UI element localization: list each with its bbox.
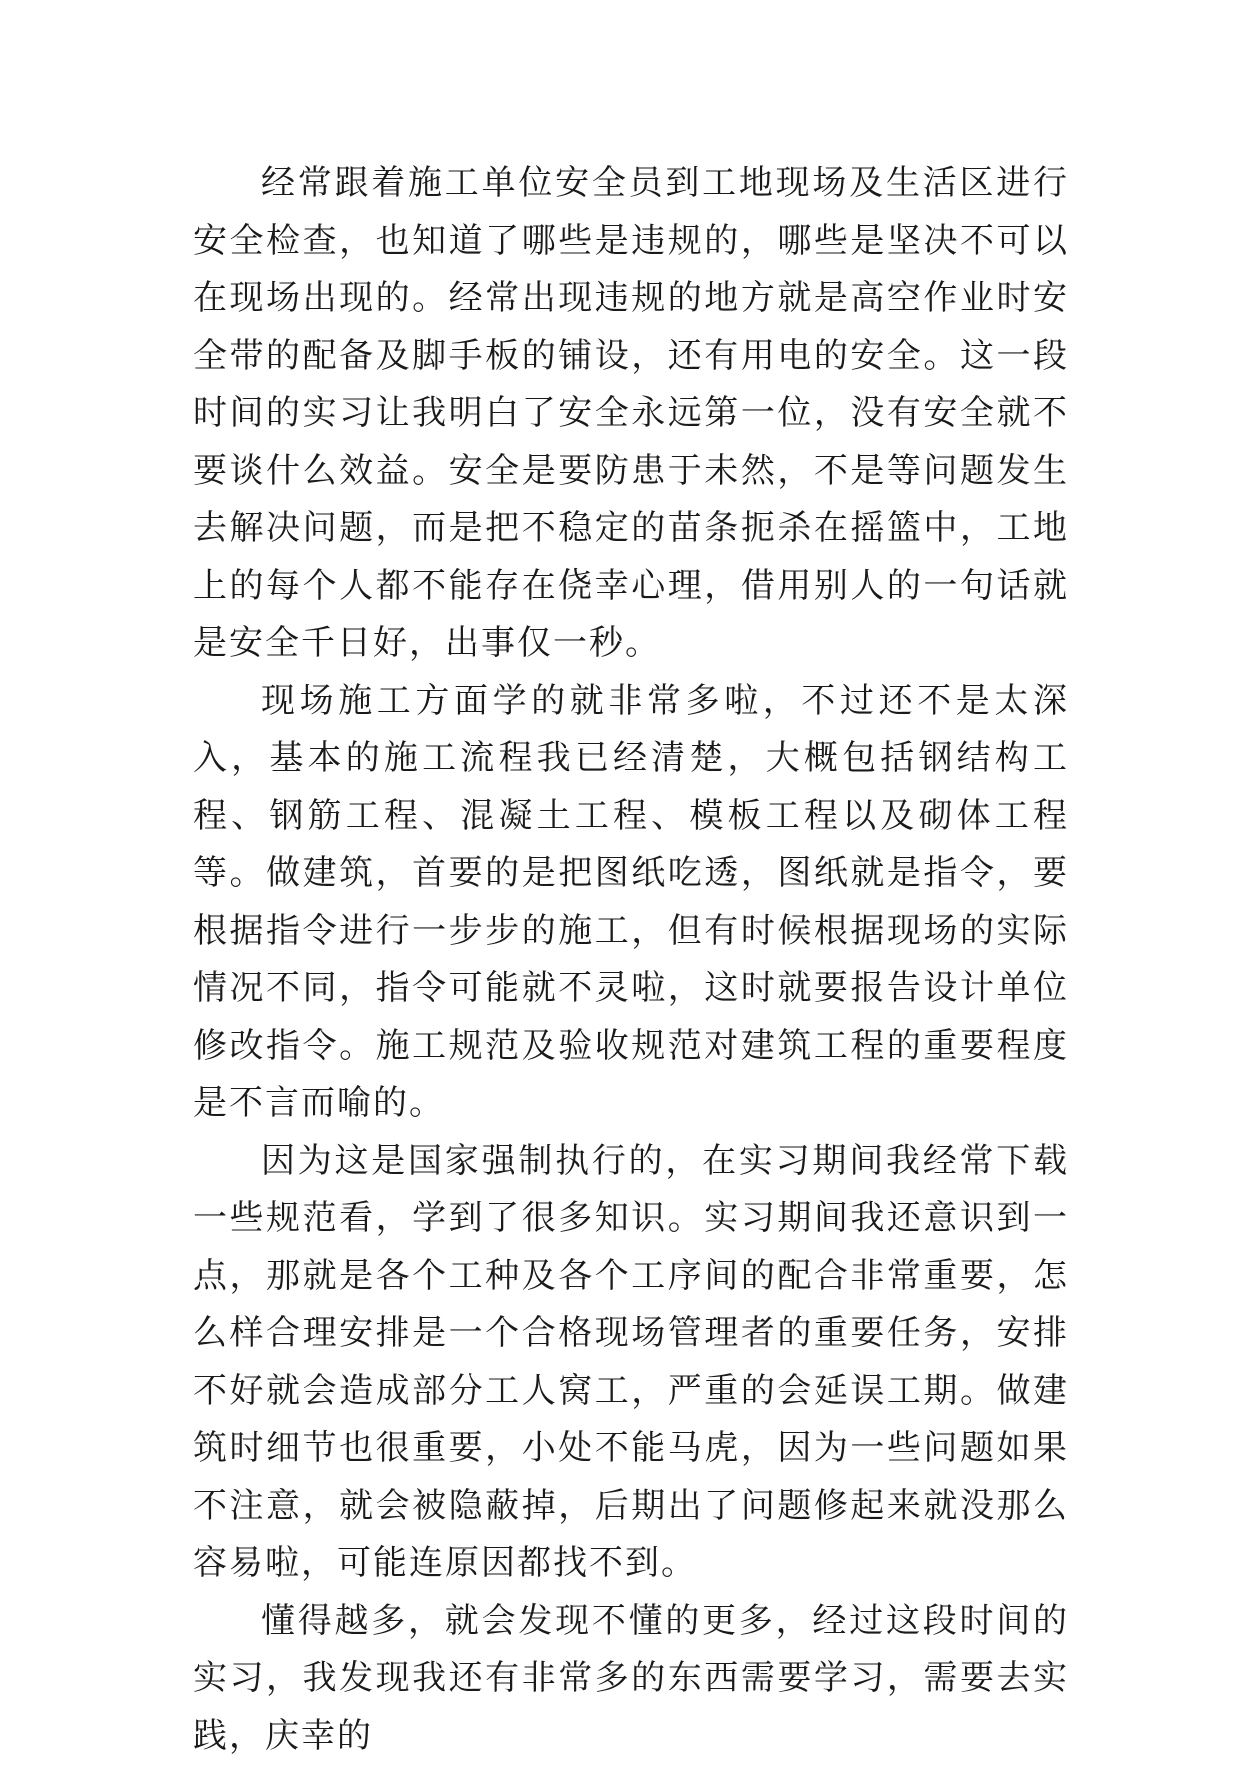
paragraph-safety-inspection: 经常跟着施工单位安全员到工地现场及生活区进行安全检查，也知道了哪些是违规的，哪些是坚决不可以在现场出现的。经常出现违规的地方就是高空作业时安全带的配备及脚手板的铺设，还有用电的安全。这一段时间的实习让我明白了安全永远第一位，没有安全就不要谈什么效益。安全是要防患于未然，不是等问题发生去解决问题，而是把不稳定的苗条扼杀在摇篮中，工地上的每个人都不能存在侥幸心理，借用别人的一句话就是安全千日好，出事仅一秒。 bbox=[193, 155, 1069, 673]
document-body bbox=[193, 155, 1069, 1765]
paragraph-learning-more: 懂得越多，就会发现不懂的更多，经过这段时间的实习，我发现我还有非常多的东西需要学习，需要去实践，庆幸的 bbox=[193, 1593, 1069, 1765]
paragraph-site-construction: 现场施工方面学的就非常多啦，不过还不是太深入，基本的施工流程我已经清楚，大概包括钢结构工程、钢筋工程、混凝土工程、模板工程以及砌体工程等。做建筑，首要的是把图纸吃透，图纸就是指令，要根据指令进行一步步的施工，但有时候根据现场的实际情况不同，指令可能就不灵啦，这时就要报告设计单位修改指令。施工规范及验收规范对建筑工程的重要程度是不言而喻的。 bbox=[193, 673, 1069, 1133]
paragraph-standards-coordination: 因为这是国家强制执行的，在实习期间我经常下载一些规范看，学到了很多知识。实习期间我还意识到一点，那就是各个工种及各个工序间的配合非常重要，怎么样合理安排是一个合格现场管理者的重要任务，安排不好就会造成部分工人窝工，严重的会延误工期。做建筑时细节也很重要，小处不能马虎，因为一些问题如果不注意，就会被隐蔽掉，后期出了问题修起来就没那么容易啦，可能连原因都找不到。 bbox=[193, 1133, 1069, 1593]
